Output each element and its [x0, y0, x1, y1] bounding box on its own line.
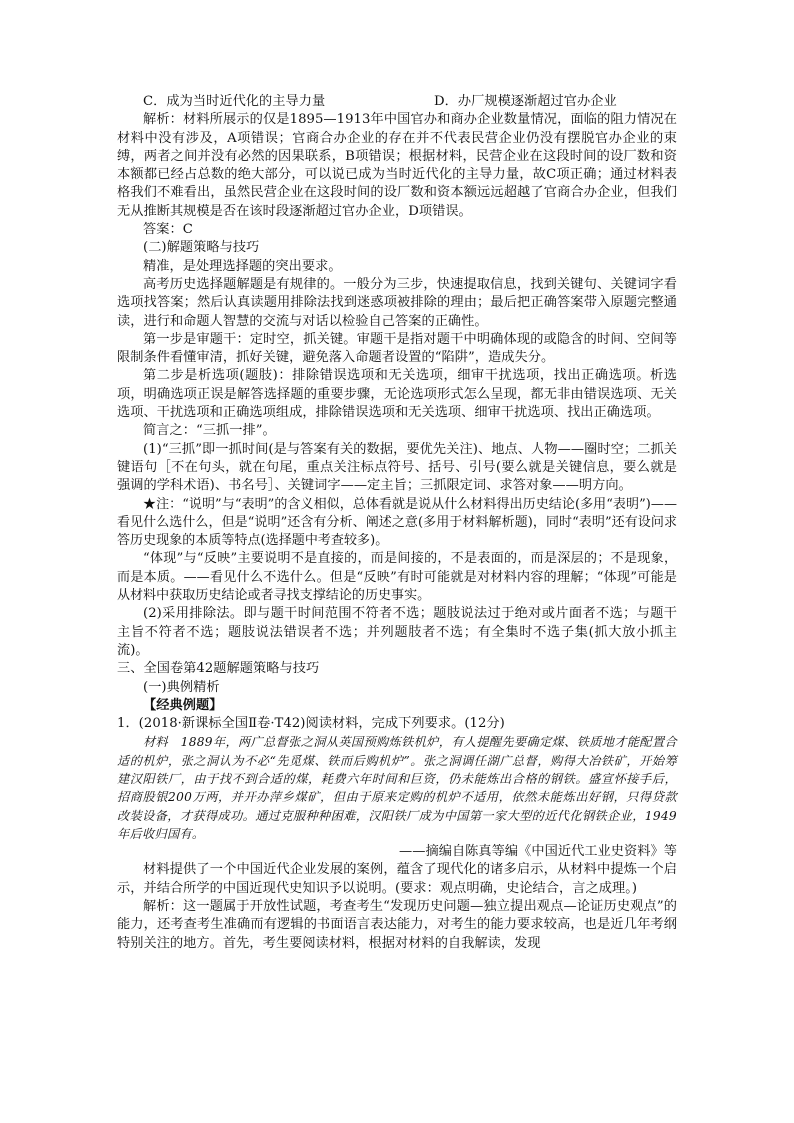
question-task: 材料提供了一个中国近代企业发展的案例，蕴含了现代化的诸多启示，从材料中提炼一个启示，并结合所学的中国近现代史知识予以说明。(要求：观点明确，史论结合，言之成理。)	[117, 862, 677, 896]
answer-line: 答案：C	[143, 222, 193, 238]
paragraph-rules: 高考历史选择题解题是有规律的。一般分为三步，快速提取信息，找到关键句、关键词字看选项找答案；然后认真读题用排除法找到迷惑项被排除的理由；最后把正确答案带入原题完整通读，进行和命题人智慧的交流与对话以检验自己答案的正确性。	[117, 276, 677, 329]
paragraph-note: ★注：“说明”与“表明”的含义相似，总体看就是说从什么材料得出历史结论(多用“表明”)——看见什么选什么，但是“说明”还含有分析、阐述之意(多用于材料解析题)，同时“表明”还有设问求答历史现象的本质等特点(选择题中考查较多)。	[117, 496, 677, 549]
answer-options	[117, 93, 677, 111]
material-text: 材料 1889年，两广总督张之洞从英国预购炼铁机炉，有人提醒先要确定煤、铁质地才能配置合适的机炉，张之洞认为不必“先觅煤、铁而后购机炉”。张之洞调任湖广总督，购得大冶铁矿，开始筹建汉阳铁厂，由于找不到合适的煤，耗费六年时间和巨资，仍未能炼出合格的钢铁。盛宣怀接手后，招商股银200万两，并开办萍乡煤矿，但由于原来定购的机炉不适用，依然未能炼出好钢，只得贷款改装设备，才获得成功。通过克服种种困难，汉阳铁厂成为中国第一家大型的近代化钢铁企业，1949年后收归国有。	[117, 735, 677, 841]
option-d: D．办厂规模逐渐超过官办企业	[434, 94, 617, 109]
paragraph-summary: 简言之：“三抓一排”。	[143, 423, 276, 439]
option-c: C．成为当时近代化的主导力量	[143, 94, 326, 109]
analysis-paragraph-2: 解析：这一题属于开放性试题，考查考生“发现历史问题—独立提出观点—论证历史观点”的能力，还考查考生准确而有逻辑的书面语言表达能力，对考生的能力要求较高，也是近几年考纲特别关注的地方。首先，考生要阅读材料，根据对材料的自我解读，发现	[117, 899, 677, 951]
material-source: ——摘编自陈真等编《中国近代工业史资料》等	[399, 844, 677, 860]
classic-example-label: 【经典例题】	[143, 697, 223, 713]
section-2-title: (二)解题策略与技巧	[143, 240, 260, 256]
subsection-1-title: (一)典例精析	[143, 679, 220, 695]
document-body	[117, 93, 677, 953]
analysis-paragraph-1: 解析：材料所展示的仅是1895—1913年中国官办和商办企业数量情况，面临的阻力情况在材料中没有涉及，A项错误；官商合办企业的存在并不代表民营企业仍没有摆脱官办企业的束缚，两者之间并没有必然的因果联系，B项错误；根据材料，民营企业在这段时间的设厂数和资本额都已经占总数的绝大部分，可以说已成为当时近代化的主导力量，故C项正确；通过材料表格我们不难看出，虽然民营企业在这段时间的设厂数和资本额远远超越了官商合办企业，但我们无从推断其规模是否在该时段逐渐超过官办企业，D项错误。	[117, 112, 677, 219]
paragraph-precise: 精准，是处理选择题的突出要求。	[143, 258, 342, 274]
paragraph-point-1: (1)“三抓”即一抓时间(是与答案有关的数据，要优先关注)、地点、人物——圈时空；二抓关键语句［不在句头，就在句尾，重点关注标点符号、括号、引号(要么就是关键信息，要么就是强调的学科术语)、书名号］、关键词字——定主旨；三抓限定词、求答对象——明方向。	[117, 441, 677, 494]
paragraph-point-2: (2)采用排除法。即与题干时间范围不符者不选；题肢说法过于绝对或片面者不选；与题干主旨不符者不选；题肢说法错误者不选；并列题肢者不选；有全集时不选子集(抓大放小抓主流)。	[117, 606, 677, 658]
paragraph-step-1: 第一步是审题干：定时空，抓关键。审题干是指对题干中明确体现的或隐含的时间、空间等限制条件看懂审清，抓好关键，避免落入命题者设置的“陷阱”，造成失分。	[117, 331, 677, 366]
paragraph-step-2: 第二步是析选项(题肢)：排除错误选项和无关选项，细审干扰选项，找出正确选项。析选项，明确选项正误是解答选择题的重要步骤，无论选项形式怎么呈现，都无非由错误选项、无关选项、干扰选项和正确选项组成，排除错误选项和无关选项、细审干扰选项、找出正确选项。	[117, 368, 677, 421]
paragraph-note-2: “体现”与“反映”主要说明不是直接的，而是间接的，不是表面的，而是深层的；不是现象，而是本质。——看见什么不选什么。但是“反映”有时可能就是对材料内容的理解；“体现”可能是从材料中获取历史结论或者寻找支撑结论的历史事实。	[117, 551, 677, 604]
question-1: 1．(2018·新课标全国Ⅱ卷·T42)阅读材料，完成下列要求。(12分)	[117, 716, 505, 732]
section-3-title: 三、全国卷第42题解题策略与技巧	[117, 661, 320, 677]
